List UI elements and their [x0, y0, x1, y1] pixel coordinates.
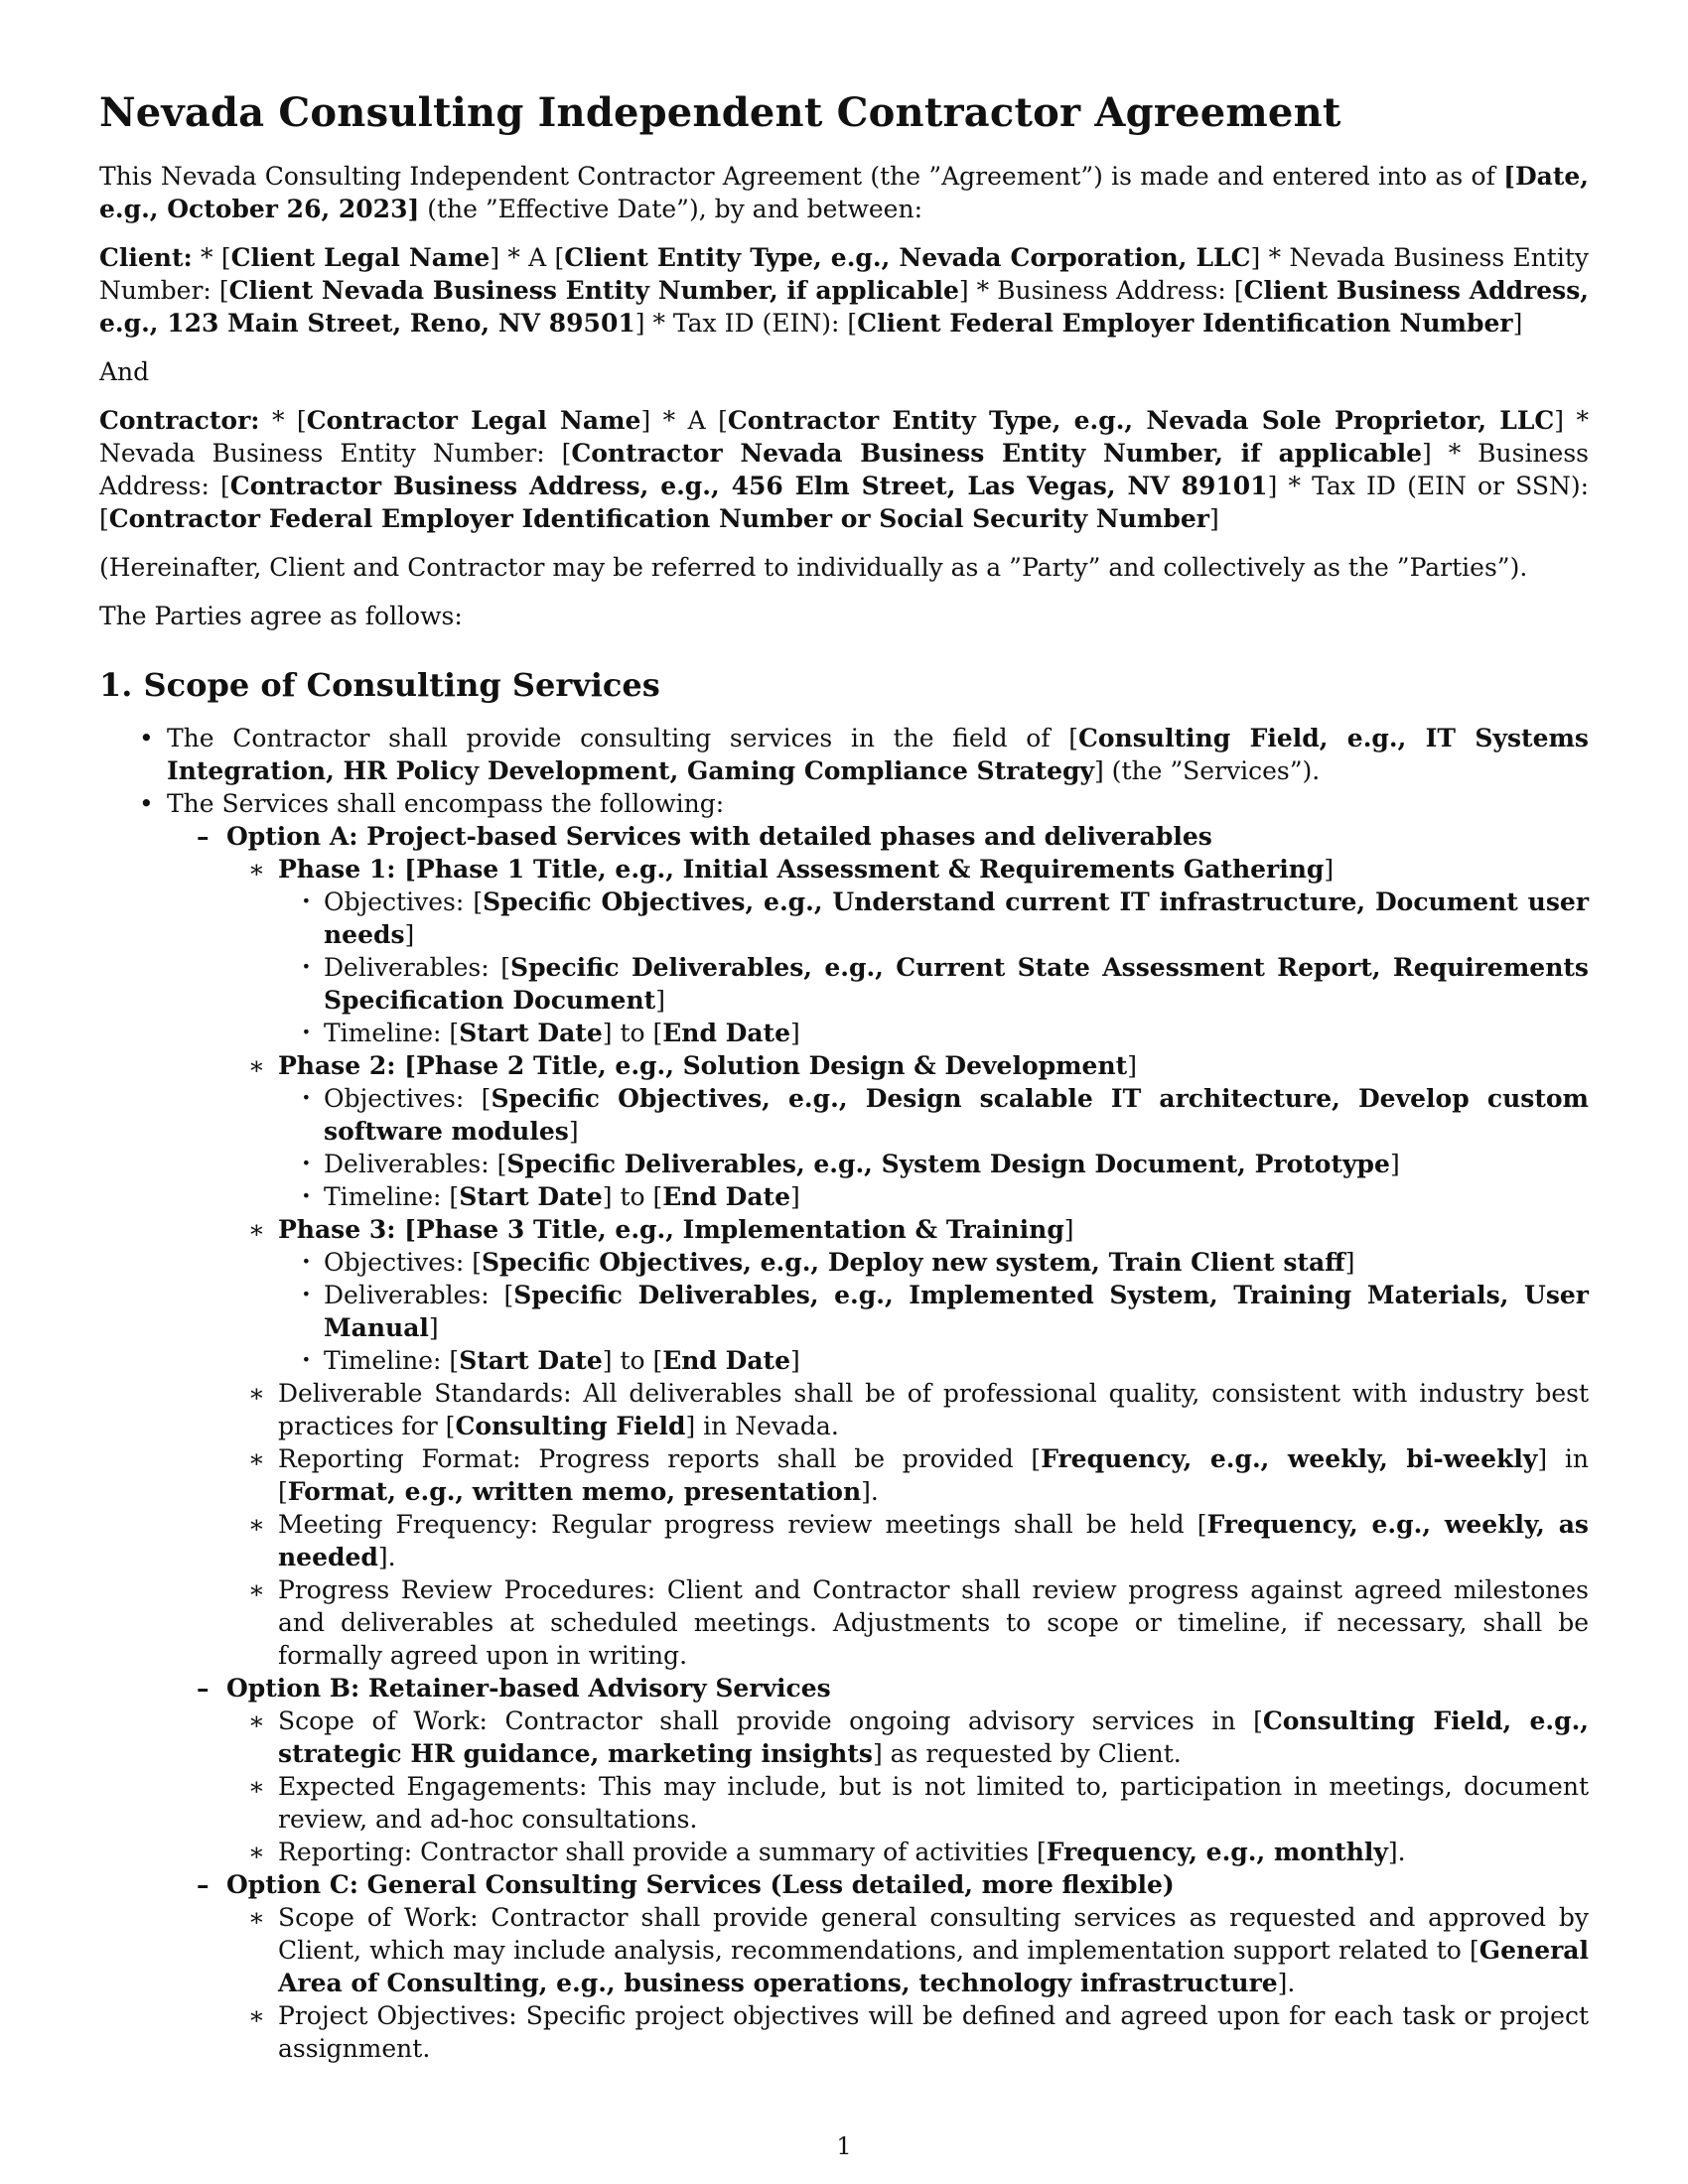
- objectives-label: Objectives: [: [324, 1084, 492, 1113]
- page-number: 1: [836, 2132, 852, 2160]
- option-a: [226, 820, 1589, 1672]
- standards-text: Deliverable Standards: All deliverables shall be of professional quality, consistent with industry best practices for [: [278, 1379, 1589, 1440]
- option-b-label: – Option B: Retainer-based Advisory Services: [226, 1674, 831, 1703]
- consulting-field-placeholder: Consulting Field, e.g., strategic HR guidance, marketing insights: [278, 1706, 1590, 1768]
- meeting-text: Meeting Frequency: Regular progress review meetings shall be held [: [278, 1510, 1207, 1539]
- bracket: ]: [1344, 1248, 1355, 1277]
- document-title: Nevada Consulting Independent Contractor Agreement: [99, 89, 1341, 136]
- list-item: [99, 722, 1589, 787]
- bracket: ]: [790, 1019, 800, 1047]
- consulting-field-placeholder: Consulting Field: [455, 1412, 686, 1440]
- phase-1-details: [324, 886, 1589, 1049]
- contractor-label: Contractor:: [99, 406, 260, 435]
- scope-text: ] as requested by Client.: [872, 1739, 1182, 1768]
- expected-engagements: ∗ Expected Engagements: This may include, but is not limited to, participation in meetings, document review, and ad-hoc consultations.: [278, 1770, 1589, 1836]
- project-objectives: ∗ Project Objectives: Specific project objectives will be defined and agreed upon for each task or project assignment.: [278, 1999, 1589, 2065]
- list-item: [324, 1082, 1589, 1148]
- scope-text: Scope of Work: Contractor shall provide general consulting services as requested and approved by Client, which may include analysis, recommendations, and implementation support related to [: [278, 1903, 1589, 1965]
- deliverables-placeholder: Specific Deliverables, e.g., Implemented System, Training Materials, User Manual: [324, 1281, 1589, 1342]
- bracket: ] to [: [602, 1346, 663, 1375]
- frequency-placeholder: Frequency, e.g., weekly, as needed: [278, 1510, 1590, 1571]
- contractor-address-placeholder: Contractor Business Address, e.g., 456 Elm Street, Las Vegas, NV 89101: [229, 472, 1268, 500]
- bracket: ]: [1389, 1150, 1400, 1178]
- intro-text: This Nevada Consulting Independent Contractor Agreement (the ”Agreement”) is made and entered into as of: [99, 162, 1504, 191]
- objectives-placeholder: Specific Objectives, e.g., Understand current IT infrastructure, Document user needs: [324, 887, 1589, 949]
- agree-paragraph: The Parties agree as follows:: [99, 602, 463, 630]
- objectives-placeholder: Specific Objectives, e.g., Design scalable IT architecture, Develop custom software modules: [324, 1084, 1589, 1146]
- client-number-placeholder: Client Nevada Business Entity Number, if applicable: [228, 276, 959, 305]
- client-paragraph: [99, 241, 1589, 340]
- bracket: ]: [1324, 855, 1335, 884]
- client-sep: * [: [192, 243, 231, 272]
- scope-list: [99, 722, 1589, 2065]
- contractor-name-placeholder: Contractor Legal Name: [306, 406, 641, 435]
- option-b-list: [278, 1705, 1589, 1868]
- hereinafter-paragraph: (Hereinafter, Client and Contractor may be referred to individually as a ”Party” and collectively as the ”Parties”).: [99, 553, 1528, 582]
- effective-date-placeholder: [Date, e.g., October 26, 2023]: [99, 162, 1589, 223]
- timeline-label: Timeline: [: [324, 1019, 460, 1047]
- client-taxid-placeholder: Client Federal Employer Identification Number: [857, 309, 1513, 338]
- contractor-sep: ]: [1208, 504, 1219, 533]
- deliverables-placeholder: Specific Deliverables, e.g., System Design Document, Prototype: [506, 1150, 1390, 1178]
- phase-3-label: Phase 3: [Phase 3 Title, e.g., Implementation & Training: [278, 1215, 1064, 1244]
- intro-text-end: (the ”Effective Date”), by and between:: [419, 195, 922, 223]
- list-item: [324, 1148, 1589, 1180]
- scope-text: Scope of Work: Contractor shall provide ongoing advisory services in [: [278, 1706, 1263, 1735]
- client-entity-placeholder: Client Entity Type, e.g., Nevada Corporation, LLC: [564, 243, 1251, 272]
- bracket: ]: [655, 986, 665, 1015]
- start-date-placeholder: Start Date: [459, 1019, 603, 1047]
- options-list: [226, 820, 1589, 2065]
- contractor-number-placeholder: Contractor Nevada Business Entity Number, if applicable: [571, 439, 1423, 468]
- deliverables-label: Deliverables: [: [324, 1150, 507, 1178]
- objectives-label: Objectives: [: [324, 887, 484, 916]
- reporting-format: [278, 1442, 1589, 1508]
- contractor-sep: ] * Nevada Business Entity Number: [: [99, 406, 1590, 468]
- scope-text: ] (the ”Services”).: [1093, 756, 1321, 785]
- list-item: [324, 1246, 1589, 1279]
- reporting-text: Reporting Format: Progress reports shall be provided [: [278, 1444, 1042, 1473]
- frequency-placeholder: Frequency, e.g., weekly, bi-weekly: [1041, 1444, 1538, 1473]
- timeline-label: Timeline: [: [324, 1346, 460, 1375]
- scope-of-work: [278, 1705, 1589, 1770]
- client-sep: ] * Tax ID (EIN): [: [634, 309, 858, 338]
- document-page: [99, 79, 1589, 2065]
- contractor-taxid-placeholder: Contractor Federal Employer Identification Number or Social Security Number: [108, 504, 1209, 533]
- list-item: [99, 787, 1589, 2065]
- intro-paragraph: [99, 160, 1589, 225]
- start-date-placeholder: Start Date: [459, 1182, 603, 1211]
- phase-3-details: [324, 1246, 1589, 1377]
- contractor-sep: ] * Business Address: [: [99, 439, 1589, 500]
- section-1-heading: 1. Scope of Consulting Services: [99, 666, 660, 704]
- option-a-list: [278, 853, 1589, 1672]
- reporting-text: ].: [861, 1477, 879, 1506]
- contractor-sep: ] * A [: [640, 406, 728, 435]
- list-item: [324, 1344, 1589, 1377]
- contractor-paragraph: [99, 404, 1589, 535]
- scope-text: The Contractor shall provide consulting services in the field of [: [167, 724, 1078, 752]
- bracket: ] to [: [602, 1182, 663, 1211]
- contractor-sep: * [: [259, 406, 307, 435]
- bracket: ]: [1127, 1051, 1137, 1080]
- reporting: [278, 1836, 1589, 1868]
- phase-2-details: [324, 1082, 1589, 1213]
- bracket: ]: [790, 1346, 800, 1375]
- bracket: ] to [: [602, 1019, 663, 1047]
- deliverables-label: Deliverables: [: [324, 953, 511, 982]
- reporting-text: ] in [: [278, 1444, 1589, 1506]
- reporting-text: ].: [1387, 1838, 1406, 1866]
- meeting-frequency: [278, 1508, 1589, 1573]
- format-placeholder: Format, e.g., written memo, presentation: [287, 1477, 862, 1506]
- client-sep: ]: [1512, 309, 1523, 338]
- end-date-placeholder: End Date: [662, 1019, 790, 1047]
- client-sep: ] * Nevada Business Entity Number: [: [99, 243, 1590, 305]
- option-a-label: – Option A: Project-based Services with detailed phases and deliverables: [226, 822, 1212, 851]
- contractor-entity-placeholder: Contractor Entity Type, e.g., Nevada Sole Proprietor, LLC: [727, 406, 1555, 435]
- deliverables-placeholder: Specific Deliverables, e.g., Current State Assessment Report, Requirements Specification Document: [324, 953, 1589, 1015]
- scope-of-work: [278, 1901, 1589, 1999]
- client-address-placeholder: Client Business Address, e.g., 123 Main Street, Reno, NV 89501: [99, 276, 1590, 338]
- list-item: [324, 1180, 1589, 1213]
- list-item: [324, 1017, 1589, 1049]
- contractor-sep: ] * Tax ID (EIN or SSN): [: [99, 472, 1590, 533]
- option-c-label: – Option C: General Consulting Services (Less detailed, more flexible): [226, 1870, 1175, 1899]
- scope-text: The Services shall encompass the following:: [167, 789, 725, 818]
- end-date-placeholder: End Date: [662, 1182, 790, 1211]
- option-c-list: [278, 1901, 1589, 2065]
- list-item: [324, 1279, 1589, 1344]
- deliverable-standards: [278, 1377, 1589, 1442]
- deliverables-label: Deliverables: [: [324, 1281, 514, 1309]
- bracket: ]: [428, 1313, 439, 1342]
- phase-3: [278, 1213, 1589, 1377]
- phase-2-label: Phase 2: [Phase 2 Title, e.g., Solution Design & Development: [278, 1051, 1128, 1080]
- progress-review: ∗ Progress Review Procedures: Client and Contractor shall review progress against agreed milestones and deliverables at scheduled meetings. Adjustments to scope or timeline, if necessary, shall be formally agreed upon in writing.: [278, 1573, 1589, 1672]
- phase-2: [278, 1049, 1589, 1213]
- client-name-placeholder: Client Legal Name: [230, 243, 491, 272]
- timeline-label: Timeline: [: [324, 1182, 460, 1211]
- phase-1: [278, 853, 1589, 1049]
- reporting-text: Reporting: Contractor shall provide a summary of activities [: [278, 1838, 1047, 1866]
- client-sep: ] * A [: [490, 243, 565, 272]
- and-text: And: [99, 357, 150, 386]
- client-sep: ] * Business Address: [: [958, 276, 1244, 305]
- objectives-placeholder: Specific Objectives, e.g., Deploy new system, Train Client staff: [481, 1248, 1345, 1277]
- standards-text: ] in Nevada.: [685, 1412, 839, 1440]
- meeting-text: ].: [377, 1543, 396, 1571]
- general-area-placeholder: General Area of Consulting, e.g., business operations, technology infrastructure: [278, 1936, 1589, 1997]
- list-item: [324, 886, 1589, 951]
- scope-text: ].: [1277, 1969, 1296, 1997]
- objectives-label: Objectives: [: [324, 1248, 482, 1277]
- start-date-placeholder: Start Date: [459, 1346, 603, 1375]
- phase-1-label: Phase 1: [Phase 1 Title, e.g., Initial Assessment & Requirements Gathering: [278, 855, 1325, 884]
- consulting-field-placeholder: Consulting Field, e.g., IT Systems Integration, HR Policy Development, Gaming Compliance Strategy: [167, 724, 1589, 785]
- end-date-placeholder: End Date: [662, 1346, 790, 1375]
- option-c: [226, 1868, 1589, 2065]
- client-label: Client:: [99, 243, 193, 272]
- bracket: ]: [404, 920, 415, 949]
- bracket: ]: [1063, 1215, 1074, 1244]
- option-b: [226, 1672, 1589, 1868]
- bracket: ]: [790, 1182, 800, 1211]
- bracket: ]: [568, 1117, 579, 1146]
- frequency-placeholder: Frequency, e.g., monthly: [1046, 1838, 1388, 1866]
- list-item: [324, 951, 1589, 1017]
